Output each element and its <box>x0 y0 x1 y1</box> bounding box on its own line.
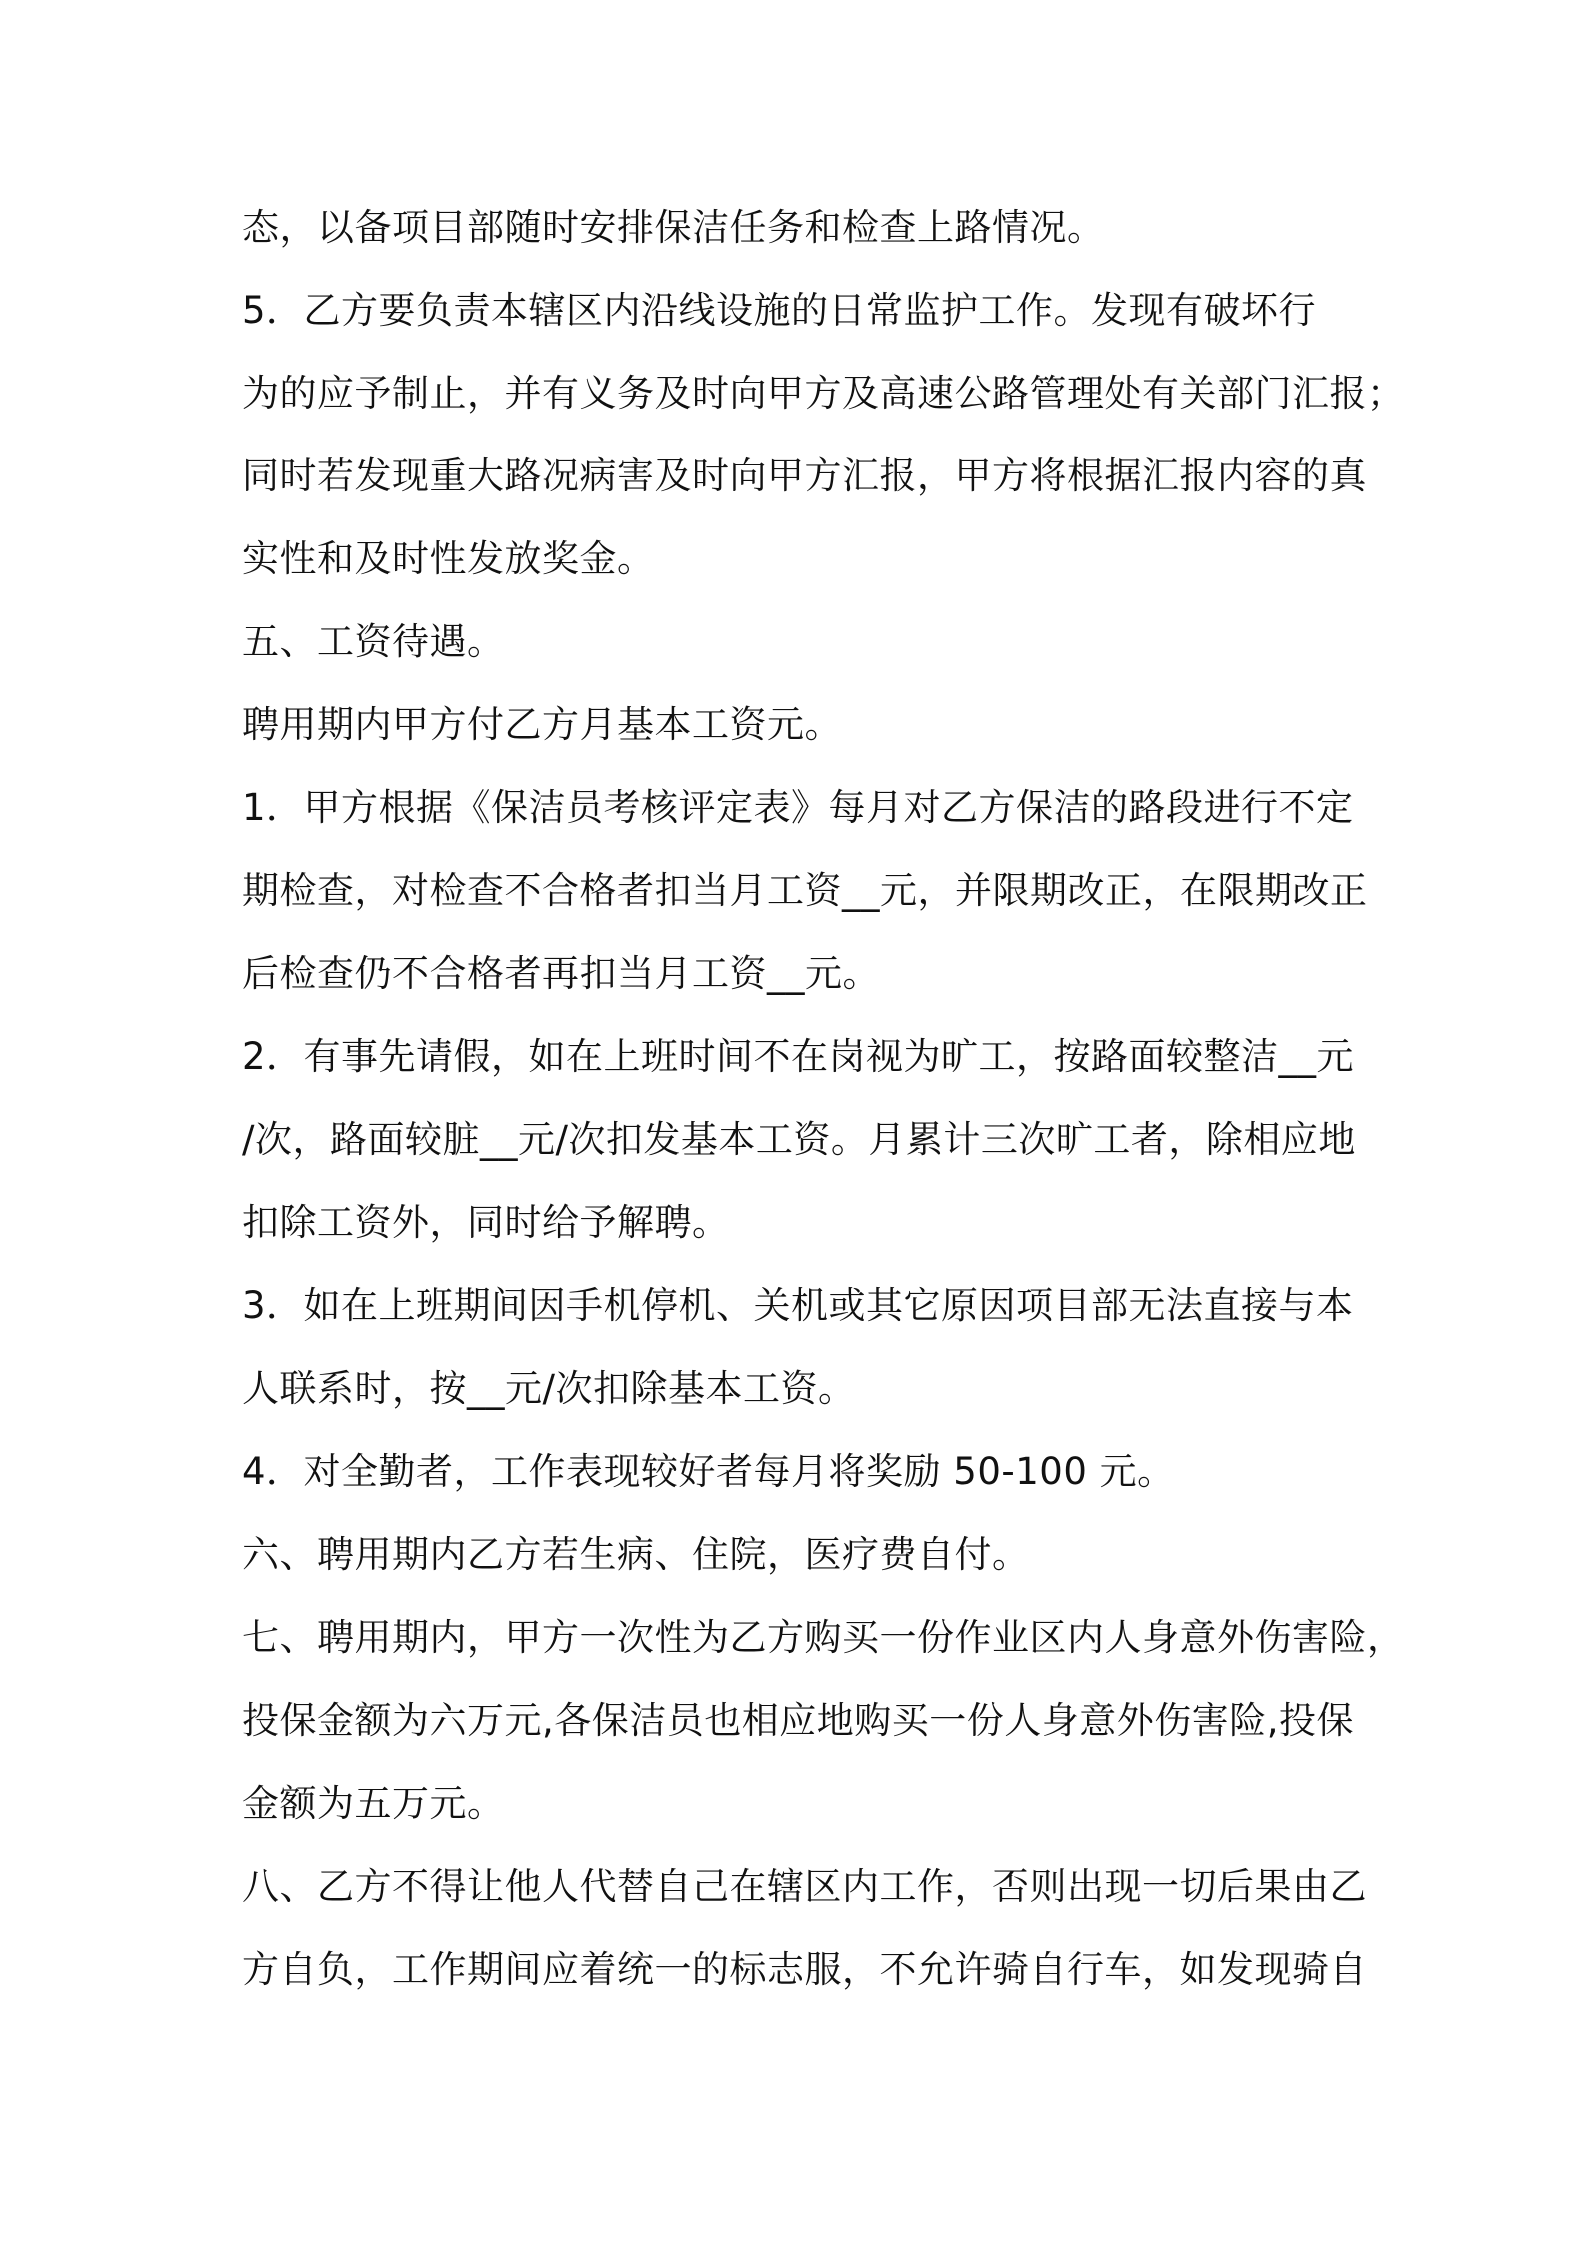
text-line: 扣除工资外，同时给予解聘。 <box>242 1201 730 1244</box>
text-line: 同时若发现重大路况病害及时向甲方汇报，甲方将根据汇报内容的真 <box>242 454 1367 497</box>
section-heading: 八、乙方不得让他人代替自己在辖区内工作，否则出现一切后果由乙 <box>242 1865 1367 1908</box>
text-line: 为的应予制止，并有义务及时向甲方及高速公路管理处有关部门汇报； <box>242 372 1405 415</box>
text-line: 金额为五万元。 <box>242 1782 505 1825</box>
text-line: 实性和及时性发放奖金。 <box>242 537 655 580</box>
text-line: 4．对全勤者，工作表现较好者每月将奖励 50-100 元。 <box>242 1450 1175 1493</box>
section-heading: 七、聘用期内，甲方一次性为乙方购买一份作业区内人身意外伤害险， <box>242 1616 1405 1659</box>
text-line: 5．乙方要负责本辖区内沿线设施的日常监护工作。发现有破坏行 <box>242 289 1317 332</box>
text-line: 2．有事先请假，如在上班时间不在岗视为旷工，按路面较整洁__元 <box>242 1035 1355 1078</box>
text-line: 人联系时，按__元/次扣除基本工资。 <box>242 1367 856 1410</box>
section-heading: 五、工资待遇。 <box>242 620 505 663</box>
text-line: 期检查，对检查不合格者扣当月工资__元，并限期改正，在限期改正 <box>242 869 1368 912</box>
section-heading: 六、聘用期内乙方若生病、住院，医疗费自付。 <box>242 1533 1030 1576</box>
text-line: 1．甲方根据《保洁员考核评定表》每月对乙方保洁的路段进行不定 <box>242 786 1354 829</box>
text-line: /次，路面较脏__元/次扣发基本工资。月累计三次旷工者，除相应地 <box>242 1118 1356 1161</box>
text-line: 态，以备项目部随时安排保洁任务和检查上路情况。 <box>242 206 1105 249</box>
text-line: 3．如在上班期间因手机停机、关机或其它原因项目部无法直接与本 <box>242 1284 1354 1327</box>
text-line: 聘用期内甲方付乙方月基本工资元。 <box>242 703 842 746</box>
text-line: 方自负，工作期间应着统一的标志服，不允许骑自行车，如发现骑自 <box>242 1948 1367 1991</box>
text-line: 后检查仍不合格者再扣当月工资__元。 <box>242 952 880 995</box>
text-line: 投保金额为六万元,各保洁员也相应地购买一份人身意外伤害险,投保 <box>242 1699 1355 1742</box>
